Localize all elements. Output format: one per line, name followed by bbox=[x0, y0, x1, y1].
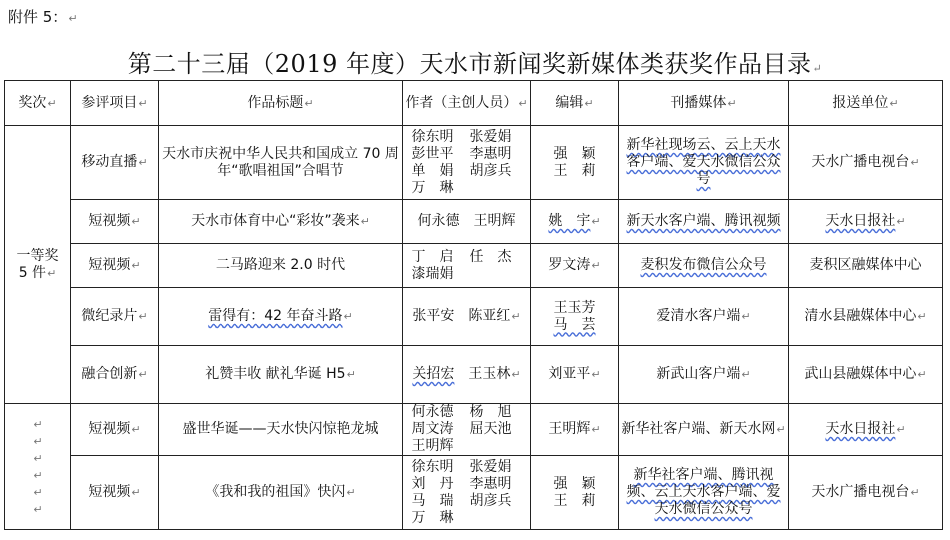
unit-cell: 武山县融媒体中心↵ bbox=[789, 346, 943, 404]
unit-cell: 清水县融媒体中心↵ bbox=[789, 288, 943, 346]
work-title-cell: 二马路迎来 2.0 时代 bbox=[159, 244, 403, 288]
table-row bbox=[5, 288, 943, 346]
category-cell: 短视频↵ bbox=[71, 200, 159, 244]
category-cell: 融合创新↵ bbox=[71, 346, 159, 404]
authors-cell: 关招宏 王玉林↵ bbox=[403, 346, 531, 404]
work-title-cell: 天水市庆祝中华人民共和国成立 70 周年“歌唱祖国”合唱节 bbox=[159, 126, 403, 200]
authors-cell: 张平安 陈亚红↵ bbox=[403, 288, 531, 346]
media-cell: 爱清水客户端↵ bbox=[619, 288, 789, 346]
unit-cell: 天水日报社↵ bbox=[789, 200, 943, 244]
editor-cell: 王明辉↵ bbox=[531, 404, 619, 456]
category-cell: 短视频↵ bbox=[71, 244, 159, 288]
awards-table bbox=[4, 80, 943, 530]
editor-cell: 刘亚平↵ bbox=[531, 346, 619, 404]
authors-cell: 丁 启 任 杰 漆瑞娟 bbox=[403, 244, 531, 288]
category-cell: 微纪录片↵ bbox=[71, 288, 159, 346]
category-cell: 短视频↵ bbox=[71, 456, 159, 530]
table-row bbox=[5, 200, 943, 244]
header-cell: 刊播媒体↵ bbox=[619, 81, 789, 126]
table-header-row bbox=[5, 81, 943, 126]
table-row bbox=[5, 404, 943, 456]
authors-cell: 徐东明 张爱娟 刘 丹 李惠明 马 瑞 胡彦兵 万 琳 bbox=[403, 456, 531, 530]
header-cell: 编辑↵ bbox=[531, 81, 619, 126]
unit-cell: 麦积区融媒体中心 bbox=[789, 244, 943, 288]
header-cell: 作品标题↵ bbox=[159, 81, 403, 126]
media-cell: 麦积发布微信公众号 bbox=[619, 244, 789, 288]
category-cell: 短视频↵ bbox=[71, 404, 159, 456]
award-rank-cell: ↵ ↵ ↵ ↵ ↵ ↵ bbox=[5, 404, 71, 530]
editor-cell: 强 颖 王 莉 bbox=[531, 456, 619, 530]
table-row bbox=[5, 126, 943, 200]
editor-cell: 强 颖 王 莉 bbox=[531, 126, 619, 200]
authors-cell: 何永德 王明辉 bbox=[403, 200, 531, 244]
media-cell: 新华社客户端、腾讯视频、云上天水客户端、爱天水微信公众号 bbox=[619, 456, 789, 530]
header-cell: 奖次↵ bbox=[5, 81, 71, 126]
unit-cell: 天水广播电视台↵ bbox=[789, 126, 943, 200]
work-title-cell: 《我和我的祖国》快闪↵ bbox=[159, 456, 403, 530]
page-title: 第二十三届（2019 年度）天水市新闻奖新媒体类获奖作品目录↵ bbox=[127, 50, 823, 78]
work-title-cell: 礼赞丰收 献礼华诞 H5↵ bbox=[159, 346, 403, 404]
work-title-cell: 天水市体育中心“彩妆”袭来↵ bbox=[159, 200, 403, 244]
header-cell: 参评项目↵ bbox=[71, 81, 159, 126]
authors-cell: 徐东明 张爱娟 彭世平 李惠明 单 娟 胡彦兵 万 琳 bbox=[403, 126, 531, 200]
table-row bbox=[5, 346, 943, 404]
editor-cell: 罗文涛↵ bbox=[531, 244, 619, 288]
table-row bbox=[5, 456, 943, 530]
work-title-cell: 雷得有：42 年奋斗路↵ bbox=[159, 288, 403, 346]
editor-cell: 王玉芳 马 芸 bbox=[531, 288, 619, 346]
work-title-cell: 盛世华诞——天水快闪惊艳龙城 bbox=[159, 404, 403, 456]
header-cell: 作者（主创人员）↵ bbox=[403, 81, 531, 126]
table-row bbox=[5, 244, 943, 288]
category-cell: 移动直播↵ bbox=[71, 126, 159, 200]
editor-cell: 姚 宇↵ bbox=[531, 200, 619, 244]
media-cell: 新华社现场云、云上天水客户端、爱天水微信公众号 bbox=[619, 126, 789, 200]
award-rank-cell: 一等奖 5 件↵ bbox=[5, 126, 71, 404]
unit-cell: 天水广播电视台↵ bbox=[789, 456, 943, 530]
authors-cell: 何永德 杨 旭 周文涛 屈天池 王明辉 bbox=[403, 404, 531, 456]
media-cell: 新天水客户端、腾讯视频 bbox=[619, 200, 789, 244]
attachment-label: 附件 5：↵ bbox=[8, 8, 78, 26]
media-cell: 新武山客户端↵ bbox=[619, 346, 789, 404]
header-cell: 报送单位↵ bbox=[789, 81, 943, 126]
unit-cell: 天水日报社↵ bbox=[789, 404, 943, 456]
media-cell: 新华社客户端、新天水网↵ bbox=[619, 404, 789, 456]
